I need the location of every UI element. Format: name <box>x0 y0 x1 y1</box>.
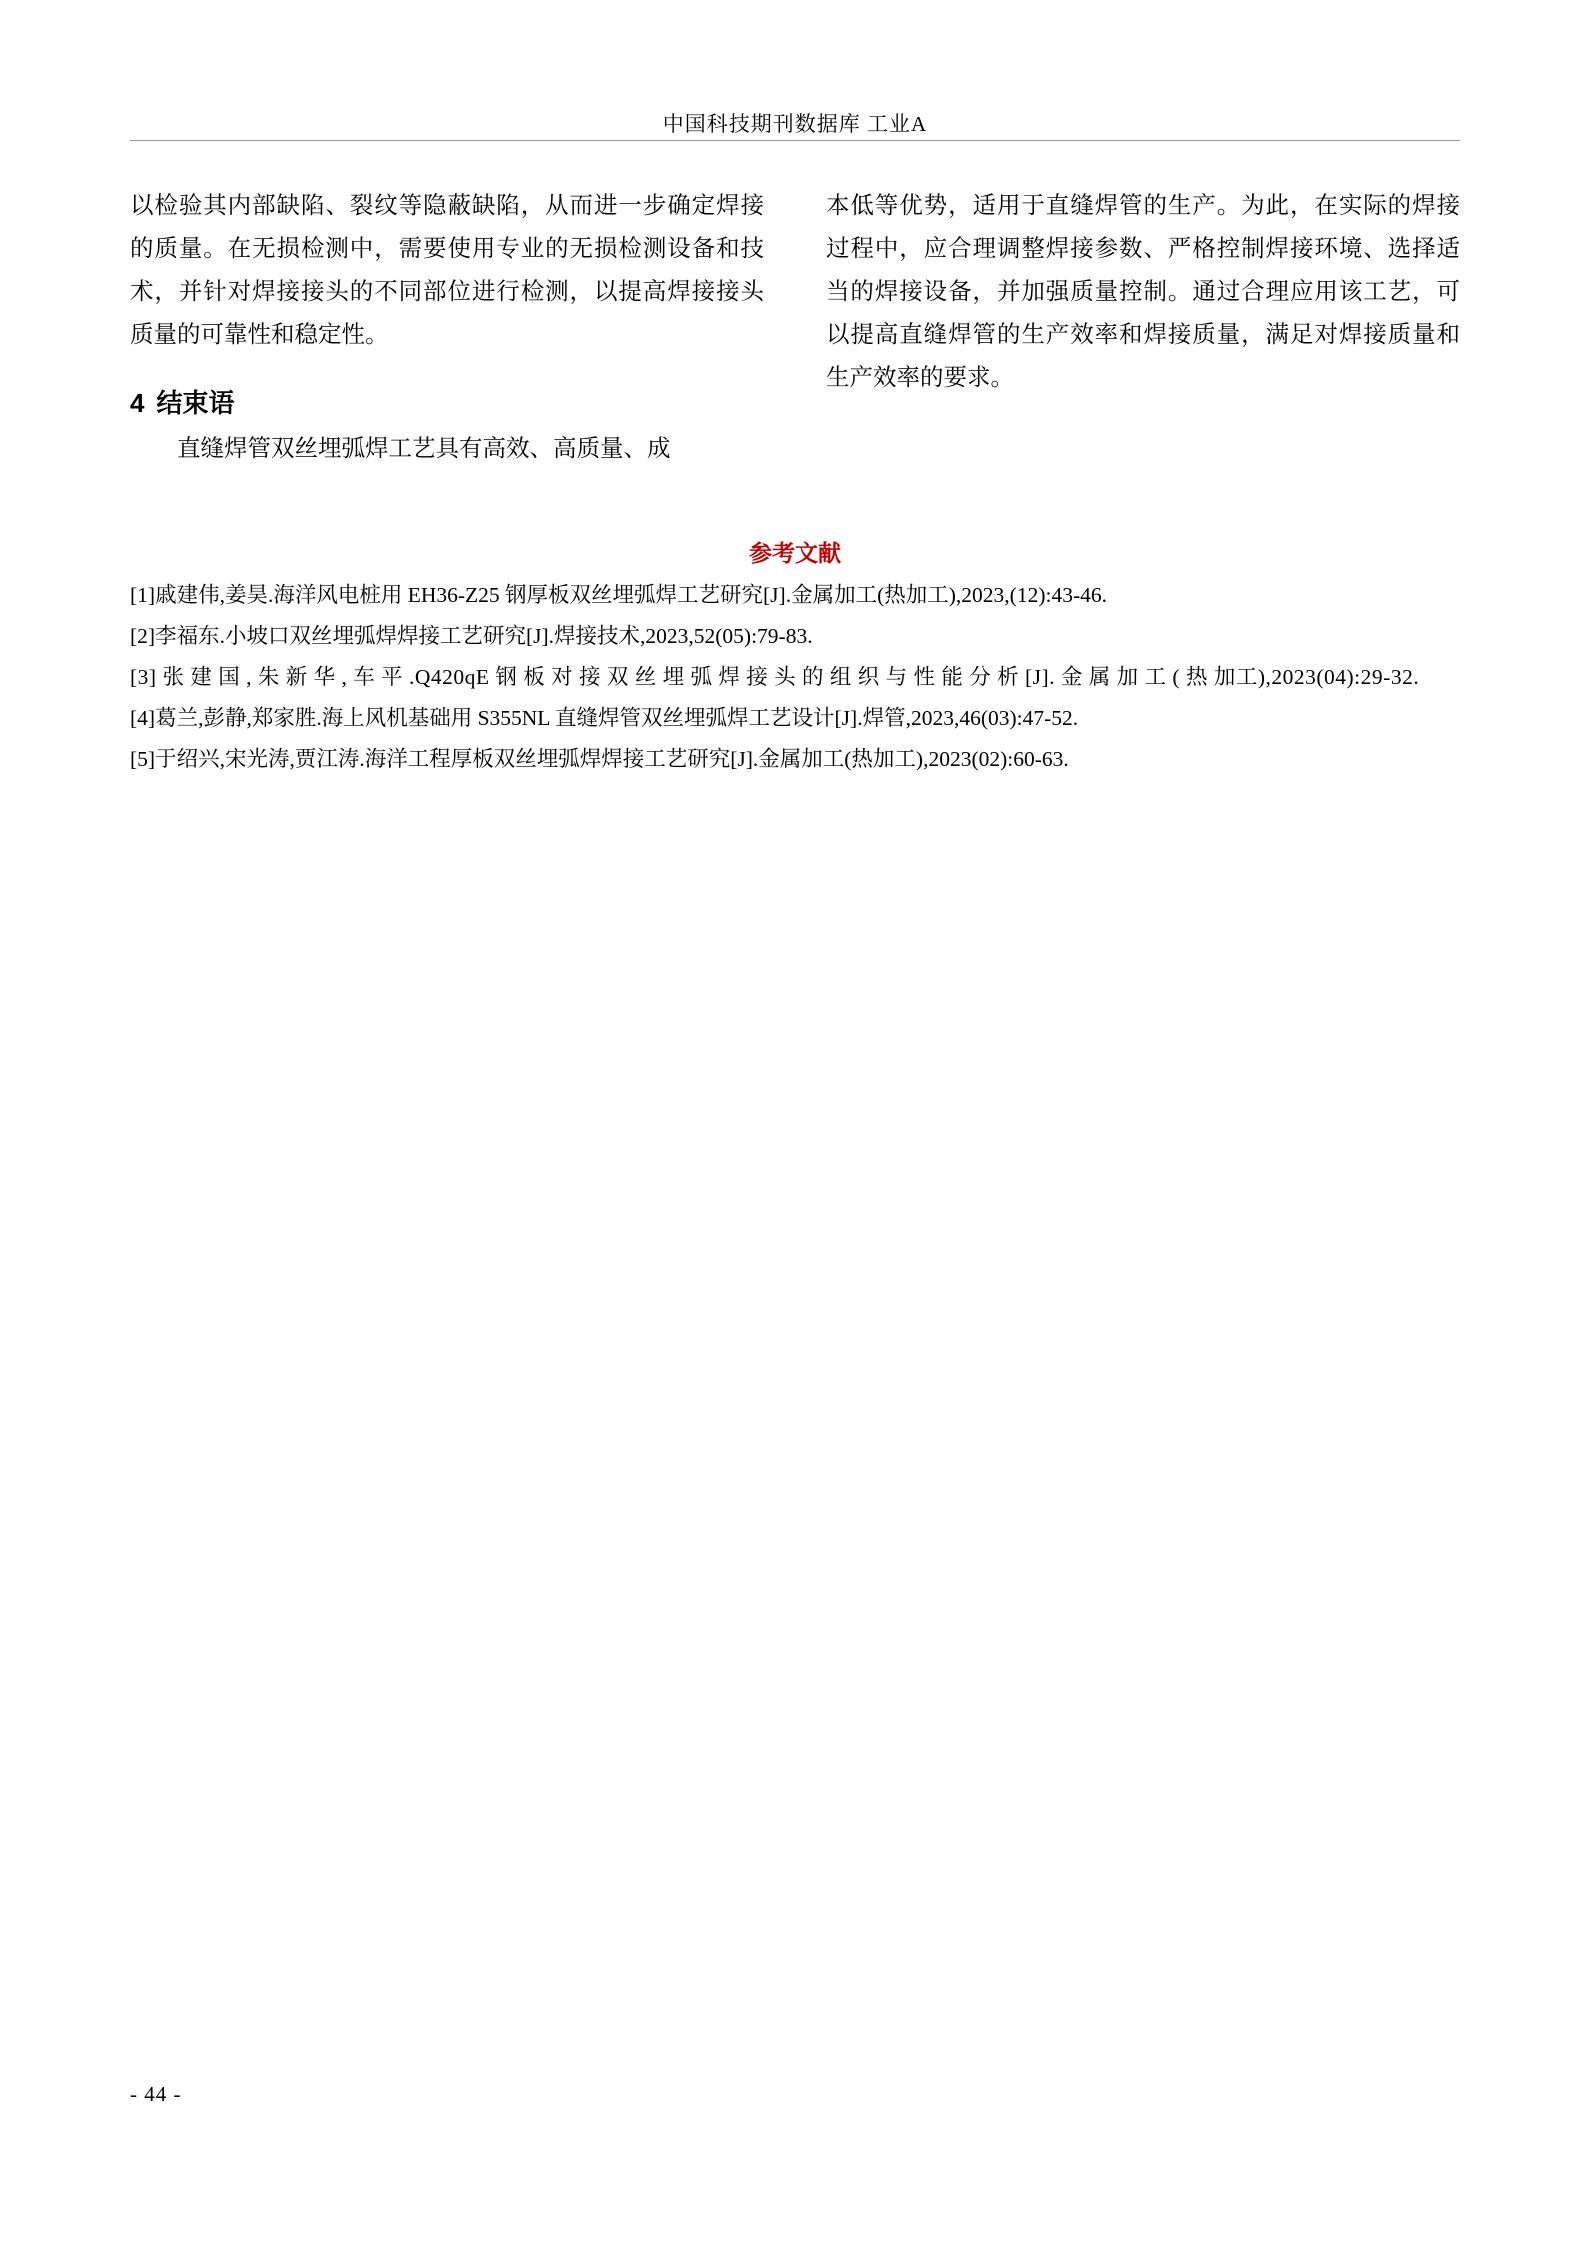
section-title: 结束语 <box>156 388 235 418</box>
list-item: [5]于绍兴,宋光涛,贾江涛.海洋工程厚板双丝埋弧焊焊接工艺研究[J].金属加工(热加工),2023(02):60-63. <box>130 747 1069 771</box>
left-paragraph-2: 直缝焊管双丝埋弧焊工艺具有高效、高质量、成 <box>177 436 671 462</box>
header-divider <box>130 140 1460 141</box>
references-list <box>130 575 1460 780</box>
running-header: 中国科技期刊数据库 工业A <box>662 112 928 136</box>
two-column-body <box>130 185 1460 471</box>
left-paragraph-1: 以检验其内部缺陷、裂纹等隐蔽缺陷，从而进一步确定焊接的质量。在无损检测中，需要使用专业的无损检测设备和技术，并针对焊接接头的不同部位进行检测，以提高焊接接头质量的可靠性和稳定性。 <box>130 193 764 348</box>
list-item: [4]葛兰,彭静,郑家胜.海上风机基础用 S355NL 直缝焊管双丝埋弧焊工艺设计[J].焊管,2023,46(03):47-52. <box>130 706 1079 730</box>
page-number: - 44 - <box>130 2082 182 2106</box>
list-item: [2]李福东.小坡口双丝埋弧焊焊接工艺研究[J].焊接技术,2023,52(05):79-83. <box>130 624 813 648</box>
right-paragraph-1: 本低等优势，适用于直缝焊管的生产。为此，在实际的焊接过程中，应合理调整焊接参数、严格控制焊接环境、选择适当的焊接设备，并加强质量控制。通过合理应用该工艺，可以提高直缝焊管的生产效率和焊接质量，满足对焊接质量和生产效率的要求。 <box>826 193 1460 391</box>
left-column <box>130 185 764 471</box>
section-heading <box>130 383 764 420</box>
list-item: [1]戚建伟,姜昊.海洋风电桩用 EH36-Z25 钢厚板双丝埋弧焊工艺研究[J].金属加工(热加工),2023,(12):43-46. <box>130 583 1107 607</box>
list-item: [3] 张 建 国 , 朱 新 华 , 车 平 .Q420qE 钢 板 对 接 双 丝 埋 弧 焊 接 头 的 组 织 与 性 能 分 析 [J]. 金 属 加 工 ( 热 加工),2023(04):29-32. <box>130 665 1420 689</box>
references-title: 参考文献 <box>749 540 841 566</box>
section-number: 4 <box>130 388 145 418</box>
right-column <box>826 185 1460 471</box>
